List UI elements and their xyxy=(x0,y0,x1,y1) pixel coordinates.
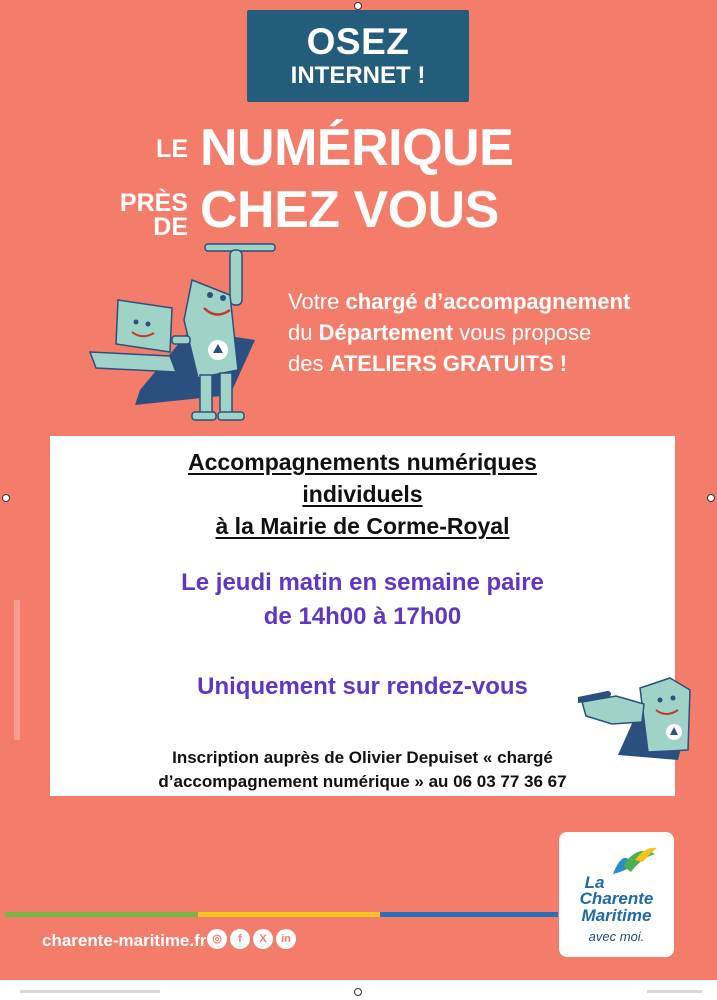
intro-line-2: du Département vous propose xyxy=(288,320,592,345)
crop-mark-right xyxy=(707,494,715,502)
mascot-with-laptop xyxy=(80,240,280,430)
banner-line-1: OSEZ xyxy=(306,21,410,62)
card-schedule xyxy=(50,566,675,634)
card-title-line: Accompagnements numériques xyxy=(188,449,537,475)
logo-text-maritime: Maritime xyxy=(581,906,652,925)
social-links xyxy=(207,929,296,949)
schedule-line: de 14h00 à 17h00 xyxy=(263,603,462,630)
linkedin-icon[interactable]: in xyxy=(276,929,296,949)
intro-line-3: des ATELIERS GRATUITS ! xyxy=(288,351,568,376)
headline-de: DE xyxy=(153,213,188,241)
headline-pres: PRÈS xyxy=(119,189,188,217)
print-side-note xyxy=(14,600,20,740)
card-title-line: à la Mairie de Corme-Royal xyxy=(215,513,510,539)
charente-maritime-logo xyxy=(559,832,674,957)
logo-text-la: La xyxy=(584,873,605,892)
facebook-icon[interactable]: f xyxy=(230,929,250,949)
logo-tagline: avec moi. xyxy=(588,929,645,944)
appointment-note: Uniquement sur rendez-vous xyxy=(197,673,528,700)
osez-internet-banner xyxy=(247,10,469,102)
crop-mark-bottom xyxy=(354,988,362,996)
headline-le: LE xyxy=(156,135,188,163)
intro-text xyxy=(288,286,630,379)
headline-chez-vous: CHEZ VOUS xyxy=(200,181,499,239)
card-title-line: individuels xyxy=(302,481,423,507)
schedule-line: Le jeudi matin en semaine paire xyxy=(181,569,544,596)
website-link[interactable]: charente-maritime.fr xyxy=(42,931,207,950)
banner-line-2: INTERNET ! xyxy=(290,62,426,89)
print-footer-left xyxy=(20,990,160,993)
logo-text-charente: Charente xyxy=(579,889,654,908)
footer-stripe-green xyxy=(5,912,198,917)
card-title xyxy=(50,446,675,542)
crop-mark-left xyxy=(2,494,10,502)
intro-line-1: Votre chargé d’accompagnement xyxy=(288,289,631,314)
x-icon[interactable]: X xyxy=(253,929,273,949)
instagram-icon[interactable]: ◎ xyxy=(207,929,227,949)
footer-stripe-yellow xyxy=(198,912,380,917)
mascot-pointing xyxy=(578,670,717,770)
crop-mark-top xyxy=(354,2,362,10)
contact-line: d’accompagnement numérique » au 06 03 77 36 67 xyxy=(158,772,567,791)
footer-stripe-blue xyxy=(380,912,558,917)
headline-numerique: NUMÉRIQUE xyxy=(200,119,514,177)
print-footer-right xyxy=(647,990,702,993)
contact-line: Inscription auprès de Olivier Depuiset « chargé xyxy=(172,748,553,767)
